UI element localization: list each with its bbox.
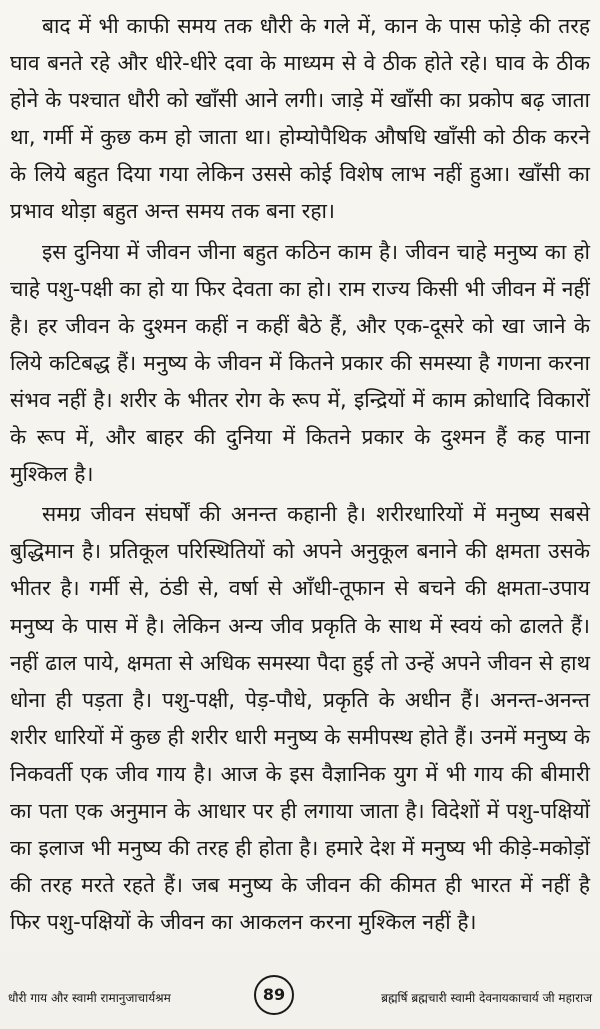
page-number: 89 <box>254 975 294 1015</box>
footer-author: ब्रह्मर्षि ब्रह्मचारी स्वामी देवनायकाचार्य जी महाराज <box>381 991 592 1005</box>
page-footer <box>8 975 592 1025</box>
body-text <box>10 8 590 941</box>
paragraph-2: इस दुनिया में जीवन जीना बहुत कठिन काम है। जीवन चाहे मनुष्य का हो चाहे पशु-पक्षी का हो या फिर देवता का हो। राम राज्य किसी भी जीवन में नहीं है। हर जीवन के दुश्मन कहीं न कहीं बैठे हैं, और एक-दूसरे को खा जाने के लिये कटिबद्ध हैं। मनुष्य के जीवन में कितने प्रकार की समस्या है गणना करना संभव नहीं है। शरीर के भीतर रोग के रूप में, इन्द्रियों में काम क्रोधादि विकारों के रूप में, और बाहर की दुनिया में कितने प्रकार के दुश्मन हैं कह पाना मुश्किल है। <box>10 239 590 487</box>
footer-book-title: धौरी गाय और स्वामी रामानुजाचार्यश्रम <box>8 991 171 1005</box>
paragraph-1: बाद में भी काफी समय तक धौरी के गले में, कान के पास फोड़े की तरह घाव बनते रहे और धीरे-धीरे दवा के माध्यम से वे ठीक होते रहे। घाव के ठीक होने के पश्चात धौरी को खाँसी आने लगी। जाड़े में खाँसी का प्रकोप बढ़ जाता था, गर्मी में कुछ कम हो जाता था। होम्योपैथिक औषधि खाँसी को ठीक करने के लिये बहुत दिया गया लेकिन उससे कोई विशेष लाभ नहीं हुआ। खाँसी का प्रभाव थोड़ा बहुत अन्त समय तक बना रहा। <box>10 14 590 224</box>
paragraph-3: समग्र जीवन संघर्षों की अनन्त कहानी है। शरीरधारियों में मनुष्य सबसे बुद्धिमान है। प्रतिकूल परिस्थितियों को अपने अनुकूल बनाने की क्षमता उसके भीतर है। गर्मी से, ठंडी से, वर्षा से आँधी-तूफान से बचने की क्षमता-उपाय मनुष्य के पास में है। लेकिन अन्य जीव प्रकृति के साथ में स्वयं को ढालते हैं। नहीं ढाल पाये, क्षमता से अधिक समस्या पैदा हुई तो उन्हें अपने जीवन से हाथ धोना ही पड़ता है। पशु-पक्षी, पेड़-पौधे, प्रकृति के अधीन हैं। अनन्त-अनन्त शरीर धारियों में कुछ ही शरीर धारी मनुष्य के समीपस्थ होते हैं। उनमें मनुष्य के निकवर्ती एक जीव गाय है। आज के इस वैज्ञानिक युग में भी गाय की बीमारी का पता एक अनुमान के आधार पर ही लगाया जाता है। विदेशों में पशु-पक्षियों का इलाज भी मनुष्य की तरह ही होता है। हमारे देश में मनुष्य भी कीड़े-मकोड़ों की तरह मरते रहते हैं। जब मनुष्य के जीवन की कीमत ही भारत में नहीं है फिर पशु-पक्षियों के जीवन का आकलन करना मुश्किल नहीं है। <box>10 502 591 935</box>
